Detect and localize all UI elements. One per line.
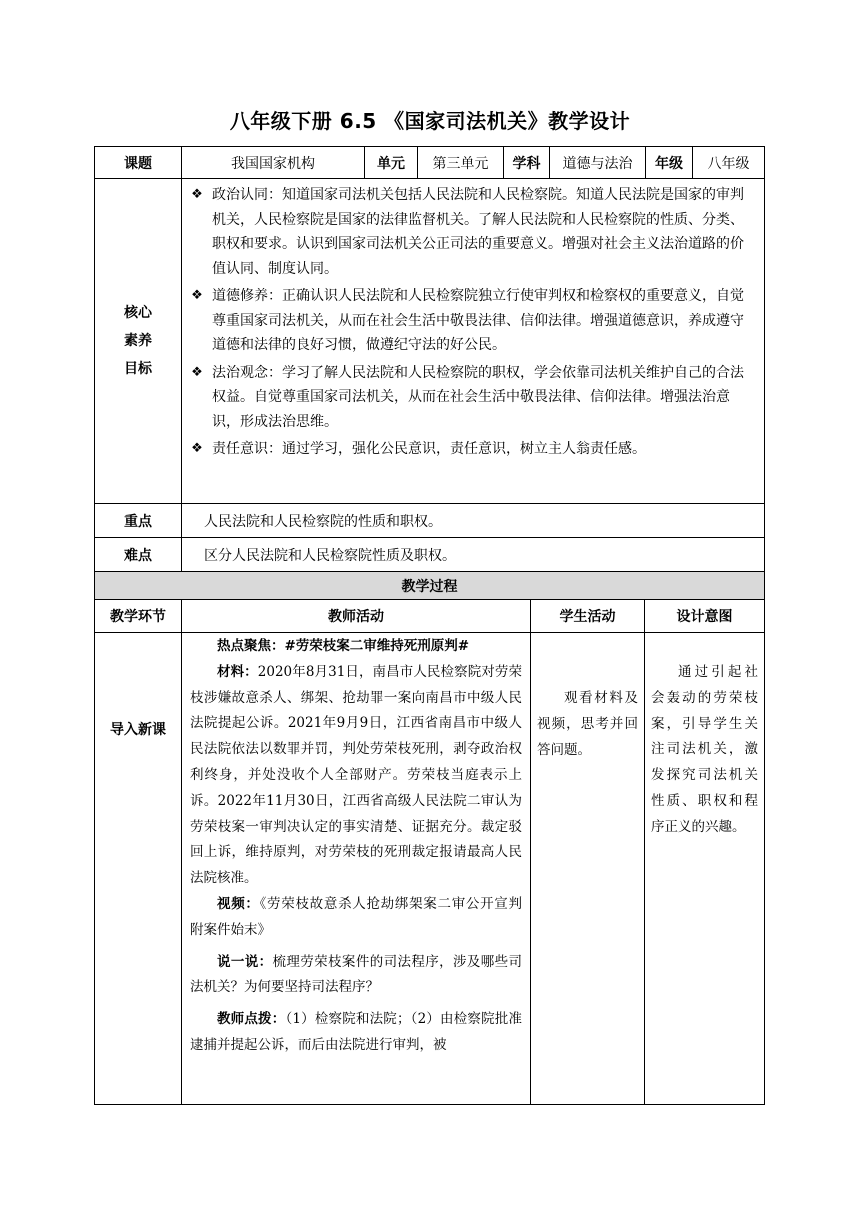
material-paragraph <box>190 660 522 892</box>
hint-text: （1）检察院和法院；（2）由检察院批准逮捕并提起公诉，而后由法院进行审判，被 <box>190 1011 522 1053</box>
goal-item <box>182 437 756 462</box>
topic-label: 课题 <box>95 147 182 178</box>
key-point-row <box>94 504 765 538</box>
material-text: 2020年8月31日，南昌市人民检察院对劳荣枝涉嫌故意杀人、绑架、抢劫罪一案向南昌市中级人民法院提起公诉。2021年9月9日，江西省南昌市中级人民法院依法以数罪并罚，判处劳荣枝死刑，剥夺政治权利终身，并处没收个人全部财产。劳荣枝当庭表示上诉。2022年11月30日，江西省高级人民法院二审认为劳荣枝案一审判决认定的事实清楚、证据充分。裁定驳回上诉，维持原判，对劳荣枝的死刑裁定报请最高人民法院核准。 <box>190 663 522 887</box>
hint-label: 教师点拨： <box>217 1011 286 1028</box>
video-label: 视频： <box>217 895 260 912</box>
process-heading-row <box>94 572 765 600</box>
say-label: 说一说： <box>217 953 273 970</box>
goal-item <box>182 361 756 435</box>
difficulty-row <box>94 538 765 572</box>
column-stage: 教学环节 <box>95 600 182 632</box>
goals-label: 核心 素养 目标 <box>95 179 182 503</box>
process-columns-row <box>94 600 765 633</box>
goal-item <box>182 284 756 358</box>
goal-item <box>182 183 756 281</box>
topic-value: 我国国家机构 <box>182 147 365 178</box>
lesson-plan-table <box>94 146 765 1105</box>
hint-paragraph <box>190 1007 522 1059</box>
say-paragraph <box>190 950 522 1002</box>
goals-content <box>182 179 764 503</box>
unit-value: 第三单元 <box>418 147 504 178</box>
process-heading: 教学过程 <box>401 578 458 595</box>
teacher-activity <box>182 633 531 1104</box>
goal-text: 责任意识：通过学习，强化公民意识，责任意识，树立主人翁责任感。 <box>212 441 646 457</box>
header-row <box>94 146 765 179</box>
goal-text: 政治认同：知道国家司法机关包括人民法院和人民检察院。知道人民法院是国家的审判机关，人民检察院是国家的法律监督机关。了解人民法院和人民检察院的性质、分类、职权和要求。认识到国家司法机关公正司法的重要意义。增强对社会主义法治道路的价值认同、制度认同。 <box>212 187 744 277</box>
hot-topic-title: 热点聚焦：#劳荣枝案二审维持死刑原判# <box>217 638 470 654</box>
key-point-label: 重点 <box>95 504 182 537</box>
diamond-bullet-icon: ❖ <box>191 441 203 456</box>
subject-label: 学科 <box>504 147 550 178</box>
diamond-bullet-icon: ❖ <box>191 288 203 303</box>
difficulty-value: 区分人民法院和人民检察院性质及职权。 <box>204 547 456 564</box>
goal-text: 道德修养：正确认识人民法院和人民检察院独立行使审判权和检察权的重要意义，自觉尊重国家司法机关，从而在社会生活中敬畏法律、信仰法律。增强道德意识，养成遵守道德和法律的良好习惯，做遵纪守法的好公民。 <box>212 288 744 353</box>
process-content-row <box>94 633 765 1105</box>
column-intent: 设计意图 <box>676 609 733 625</box>
column-student: 学生活动 <box>531 600 645 632</box>
video-text: 《劳荣枝故意杀人抢劫绑架案二审公开宣判 附案件始末》 <box>190 895 523 938</box>
grade-value: 八年级 <box>707 155 750 172</box>
subject-value: 道德与法治 <box>550 147 646 178</box>
diamond-bullet-icon: ❖ <box>191 187 203 202</box>
goals-row <box>94 179 765 504</box>
goal-text: 法治观念：学习了解人民法院和人民检察院的职权，学会依靠司法机关维护自己的合法权益。自觉尊重国家司法机关，从而在社会生活中敬畏法律、信仰法律。增强法治意识，形成法治思维。 <box>212 364 744 430</box>
material-label: 材料： <box>217 663 258 680</box>
say-text: 梳理劳荣枝案件的司法程序，涉及哪些司法机关？为何要坚持司法程序？ <box>190 953 523 996</box>
video-paragraph <box>190 892 522 944</box>
column-teacher: 教师活动 <box>182 600 531 632</box>
design-intent: 通过引起社会轰动的劳荣枝案，引导学生关注司法机关，激发探究司法机关性质、职权和程序正义的兴趣。 <box>651 664 758 835</box>
unit-label: 单元 <box>365 147 418 178</box>
key-point-value: 人民法院和人民检察院的性质和职权。 <box>204 513 442 530</box>
stage-label: 导入新课 <box>95 633 182 1104</box>
document-title: 八年级下册 6.5 《国家司法机关》教学设计 <box>229 109 631 133</box>
difficulty-label: 难点 <box>95 538 182 571</box>
student-activity: 观看材料及视频，思考并回答问题。 <box>531 633 645 1104</box>
grade-label: 年级 <box>646 147 693 178</box>
diamond-bullet-icon: ❖ <box>191 364 203 380</box>
